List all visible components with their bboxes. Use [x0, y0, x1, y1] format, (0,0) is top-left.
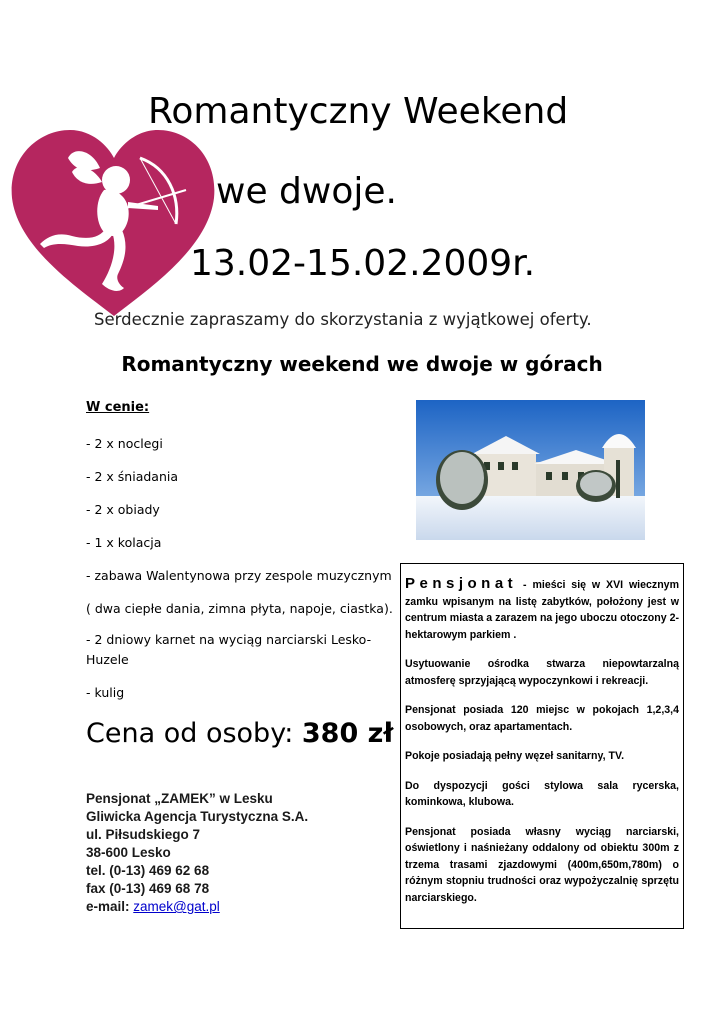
contact-name: Pensjonat „ZAMEK” w Lesku [86, 791, 273, 806]
list-item: - 1 x kolacja [86, 535, 162, 550]
list-item: - zabawa Walentynowa przy zespole muzycznym [86, 568, 392, 583]
price-value: 380 zł [301, 718, 394, 749]
contact-tel: tel. (0-13) 469 62 68 [86, 863, 210, 878]
contact-city: 38-600 Lesko [86, 845, 171, 860]
subtitle: Romantyczny weekend we dwoje w górach [121, 352, 603, 376]
email-label: e-mail: [86, 899, 134, 914]
price-per-person [86, 718, 393, 749]
invitation-text: Serdecznie zapraszamy do skorzystania z wyjątkowej oferty. [94, 310, 592, 329]
contact-street: ul. Piłsudskiego 7 [86, 827, 201, 842]
description-paragraph: Usytuowanie ośrodka stwarza niepowtarzalną atmosferę sprzyjającą wypoczynkowi i rekreacji. [405, 658, 679, 687]
description-paragraph: Pokoje posiadają pełny węzeł sanitarny, TV. [405, 750, 625, 762]
title-line-2: we dwoje. [216, 171, 397, 212]
winter-castle-photo [416, 400, 645, 540]
email-link[interactable]: zamek@gat.pl [133, 899, 220, 914]
list-item: - kulig [86, 685, 125, 700]
contact-block [86, 790, 308, 916]
price-label: Cena od osoby: [86, 718, 302, 749]
list-item: - 2 dniowy karnet na wyciąg narciarski Lesko-Huzele [86, 632, 372, 667]
description-paragraph: Pensjonat posiada własny wyciąg narciarski, oświetlony i naśnieżany oddalony od obiektu 300m z trzema trasami zjazdowymi (400m,650m,780m) o różnym stopniu trudności oraz wypożyczalnię sprzętu narciarskiego. [405, 825, 679, 904]
list-item: ( dwa ciepłe dania, zimna płyta, napoje, ciastka). [86, 601, 393, 616]
description-lead-rest: - mieści się w XVI wiecznym zamku wpisanym na listę zabytków, położony jest w centrum miasta a zarazem na jego uboczu otoczony 2-hektarowym parkiem . [405, 579, 679, 641]
title-line-1: Romantyczny Weekend [148, 91, 569, 132]
description-intro [405, 576, 679, 643]
contact-agency: Gliwicka Agencja Turystyczna S.A. [86, 809, 309, 824]
description-paragraph: Pensjonat posiada 120 miejsc w pokojach 1,2,3,4 osobowych, oraz apartamentach. [405, 704, 679, 733]
price-includes-heading: W cenie: [86, 400, 150, 415]
description-box [400, 563, 684, 929]
contact-email-line [86, 898, 308, 916]
list-item: - 2 x noclegi [86, 436, 163, 451]
description-lead: Pensjonat [405, 575, 518, 592]
title-line-3: 13.02-15.02.2009r. [190, 243, 536, 284]
heart-cupid-icon [8, 128, 220, 318]
contact-fax: fax (0-13) 469 68 78 [86, 881, 210, 896]
list-item: - 2 x śniadania [86, 469, 178, 484]
list-item: - 2 x obiady [86, 502, 160, 517]
description-paragraph: Do dyspozycji gości stylowa sala rycerska, kominkowa, klubowa. [405, 779, 679, 808]
